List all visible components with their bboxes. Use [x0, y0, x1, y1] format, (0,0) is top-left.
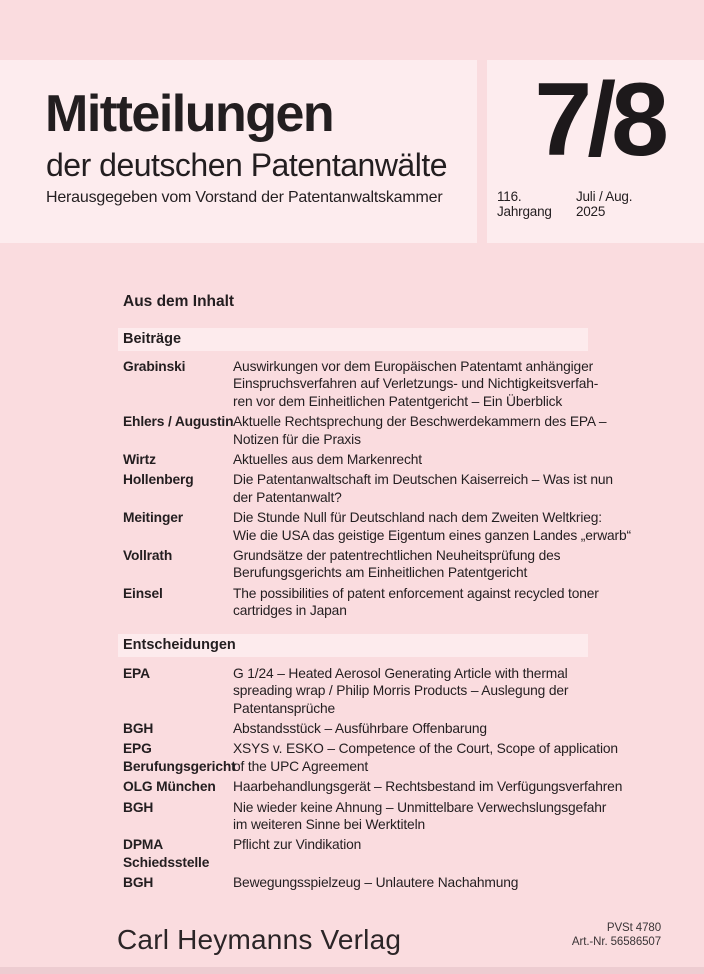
toc-author: Wirtz [123, 452, 156, 468]
issue-date: Juli / Aug. 2025 [575, 189, 633, 219]
toc-author: Vollrath [123, 548, 173, 564]
toc-row [123, 509, 631, 544]
postal-info [572, 921, 661, 949]
article-number: Art.-Nr. 56586507 [571, 936, 661, 948]
toc-author: Meitinger [123, 510, 183, 526]
toc-title-text: The possibilities of patent enforcement against recycled toner cartridges in Japan [233, 585, 599, 619]
toc-title-text: Pflicht zur Vindikation [233, 837, 362, 853]
publisher-logo-text: Carl Heymanns Verlag [117, 924, 402, 955]
toc-row [123, 358, 599, 410]
toc-row [123, 471, 613, 506]
toc-court: DPMA Schiedsstelle [123, 837, 210, 870]
toc-title-text: Bewegungsspielzeug – Unlautere Nachahmung [233, 875, 519, 891]
toc-author: Grabinski [123, 359, 186, 374]
toc-row [123, 665, 588, 717]
toc-row [123, 874, 588, 891]
toc-court: BGH [123, 720, 154, 736]
toc-court: OLG München [123, 779, 216, 795]
table-of-contents [118, 293, 631, 895]
entscheidungen-rows [123, 665, 623, 892]
toc-title-text: Auswirkungen vor dem Europäischen Patentamt anhängiger Einspruchsverfahren auf Verletzungs- und Nichtigkeitsverfah- ren vor dem Einheitlichen Patentgericht – Ein Überblick [233, 359, 599, 409]
toc-title-text: Abstandsstück – Ausführbare Offenbarung [233, 720, 487, 736]
toc-title-text: Grundsätze der patentrechtlichen Neuheitsprüfung des Berufungsgerichts am Einheitlichen Patentgericht [233, 548, 561, 581]
toc-row [123, 799, 607, 834]
toc-row [123, 720, 588, 737]
toc-author: Hollenberg [123, 472, 194, 488]
toc-title-text: Aktuelles aus dem Markenrecht [233, 452, 422, 468]
pvst-number: PVSt 4780 [606, 922, 661, 934]
toc-author: Ehlers / Augustin [123, 414, 234, 430]
toc-row [123, 413, 607, 448]
toc-row [123, 836, 588, 871]
journal-title: Mitteilungen [45, 85, 334, 143]
contents-heading: Aus dem Inhalt [123, 293, 235, 310]
toc-title-text: Aktuelle Rechtsprechung der Beschwerdekammern des EPA – Notizen für die Praxis [233, 414, 607, 447]
volume-label: 116. Jahrgang [497, 189, 552, 219]
toc-court: EPG Berufungsgericht [123, 741, 236, 774]
toc-row [123, 778, 623, 795]
toc-title-text: G 1/24 – Heated Aerosol Generating Article with thermal spreading wrap / Philip Morris Products – Auslegung der Patentansprüche [233, 665, 569, 716]
section-header-beitraege: Beiträge [118, 328, 588, 351]
toc-court: BGH [123, 875, 154, 891]
volume-date-line [487, 189, 704, 219]
toc-author: Einsel [123, 585, 163, 601]
toc-title-text: Die Stunde Null für Deutschland nach dem Zweiten Weltkrieg: Wie die USA das geistige Eigentum eines ganzen Landes „erwarb“ [233, 510, 631, 543]
issue-panel [487, 60, 704, 243]
masthead-panel [0, 60, 477, 243]
issue-number: 7/8 [534, 62, 664, 178]
toc-title-text: XSYS v. ESKO – Competence of the Court, Scope of application of the UPC Agreement [233, 741, 618, 774]
toc-court: EPA [123, 665, 150, 681]
toc-title-text: Haarbehandlungsgerät – Rechtsbestand im Verfügungsverfahren [233, 779, 623, 795]
journal-publisher-line: Herausgegeben vom Vorstand der Patentanwaltskammer [46, 189, 443, 206]
bottom-edge-strip [0, 967, 704, 974]
journal-subtitle: der deutschen Patentanwälte [46, 147, 448, 183]
toc-row [123, 585, 599, 620]
toc-court: BGH [123, 799, 154, 815]
toc-row [123, 451, 588, 468]
toc-row [123, 547, 588, 582]
section-header-entscheidungen: Entscheidungen [118, 634, 588, 657]
toc-row [123, 740, 618, 775]
beitraege-rows [123, 358, 631, 620]
toc-title-text: Nie wieder keine Ahnung – Unmittelbare Verwechslungsgefahr im weiteren Sinne bei Werktiteln [233, 799, 607, 832]
toc-title-text: Die Patentanwaltschaft im Deutschen Kaiserreich – Was ist nun der Patentanwalt? [233, 472, 613, 505]
